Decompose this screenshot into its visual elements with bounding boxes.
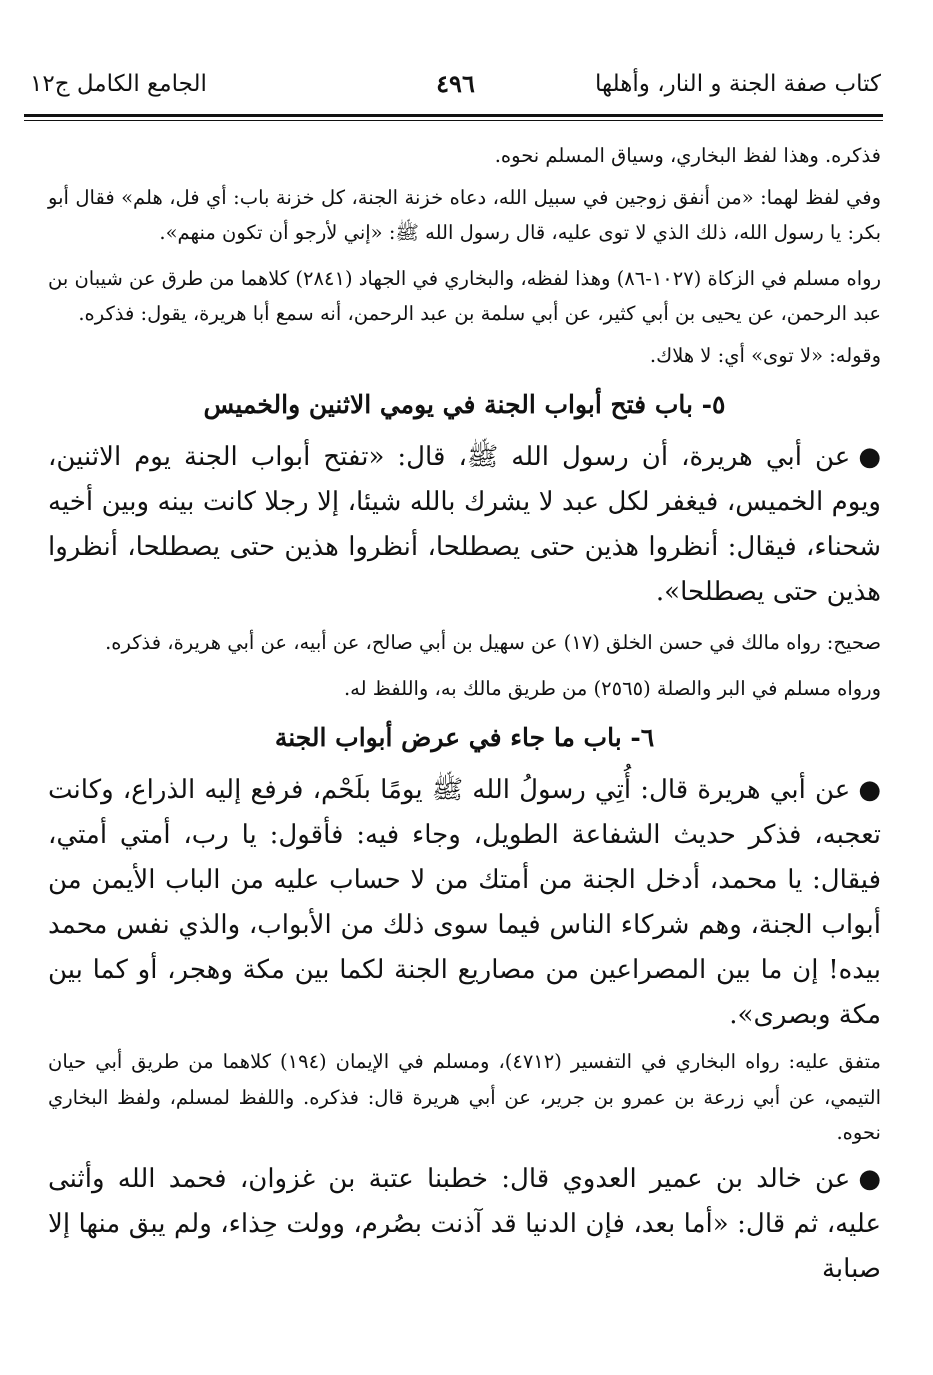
takhrij-note: صحيح: رواه مالك في حسن الخلق (١٧) عن سهيل بن أبي صالح، عن أبيه، عن أبي هريرة، فذكره. [105, 631, 881, 654]
hadith-body: عن خالد بن عمير العدوي قال: خطبنا عتبة بن غزوان، فحمد الله وأثنى عليه، ثم قال: «أما بعد، فإن الدنيا قد آذنت بصُرم، وولت حِذاء، ولم يبق منها إلا صبابة [48, 1163, 881, 1284]
takhrij-note: ورواه مسلم في البر والصلة (٢٥٦٥) من طريق مالك به، واللفظ له. [343, 676, 881, 700]
paragraph: وفي لفظ لهما: «من أنفق زوجين في سبيل الله، دعاه خزنة الجنة، كل خزنة باب: أي فل، هلم» فقال أبو بكر: يا رسول الله، ذلك الذي لا توى عليه، قال رسول الله ﷺ: «إني لأرجو أن تكون منهم». [48, 185, 881, 244]
header-book-title: كتاب صفة الجنة و النار، وأهلها [595, 71, 881, 97]
page-body [48, 138, 881, 1292]
hadith-text [48, 1157, 881, 1292]
paragraph: رواه مسلم في الزكاة (١٠٢٧-٨٦) وهذا لفظه، والبخاري في الجهاد (٢٨٤١) كلاهما من طرق عن شيبان بن عبد الرحمن، عن يحيى بن أبي كثير، عن أبي سلمة بن عبد الرحمن، أنه سمع أبا هريرة، يقول: فذكره. [47, 266, 881, 325]
bullet-icon: ● [858, 775, 881, 805]
header-volume-title: الجامع الكامل ج١٢ [30, 71, 207, 97]
paragraph: وقوله: «لا توى» أي: لا هلاك. [649, 343, 881, 367]
hadith-body: عن أبي هريرة، أن رسول الله ﷺ، قال: «تفتح أبواب الجنة يوم الاثنين، ويوم الخميس، فيغفر لكل عبد لا يشرك بالله شيئا، إلا رجلا كانت بينه وبين أخيه شحناء، فيقال: أنظروا هذين حتى يصطلحا، أنظروا هذين حتى يصطلحا، أنظروا هذين حتى يصطلحا». [48, 442, 881, 607]
running-header [30, 60, 881, 108]
bullet-icon: ● [858, 442, 881, 472]
section-heading: ٦- باب ما جاء في عرض أبواب الجنة [274, 723, 655, 752]
header-rule-thin [24, 120, 883, 121]
page-number: ٤٩٦ [436, 69, 475, 98]
bullet-icon: ● [858, 1163, 881, 1194]
paragraph: فذكره. وهذا لفظ البخاري، وسياق المسلم نحوه. [494, 144, 881, 167]
takhrij-note: متفق عليه: رواه البخاري في التفسير (٤٧١٢)، ومسلم في الإيمان (١٩٤) كلاهما من طريق أبي حيان التيمي، عن أبي زرعة بن عمرو بن جرير، عن أبي هريرة قال: فذكره. واللفظ لمسلم، ولفظ البخاري نحوه. [48, 1050, 882, 1144]
hadith-text [48, 435, 881, 615]
header-rule-thick [24, 114, 883, 117]
section-heading: ٥- باب فتح أبواب الجنة في يومي الاثنين والخميس [203, 390, 726, 419]
hadith-text [48, 768, 881, 1038]
hadith-body: عن أبي هريرة قال: أُتِي رسولُ الله ﷺ يومًا بلَحْم، فرفع إليه الذراع، وكانت تعجبه، فذكر حديث الشفاعة الطويل، وجاء فيه: فأقول: يا رب، أمتي أمتي، فيقال: يا محمد، أدخل الجنة من أمتك من لا حساب عليه من الباب الأيمن من أبواب الجنة، وهم شركاء الناس فيما سوى ذلك من الأبواب، والذي نفس محمد بيده! إن ما بين المصراعين من مصاريع الجنة لكما بين مكة وهجر، أو كما بين مكة وبصرى». [48, 775, 881, 1030]
